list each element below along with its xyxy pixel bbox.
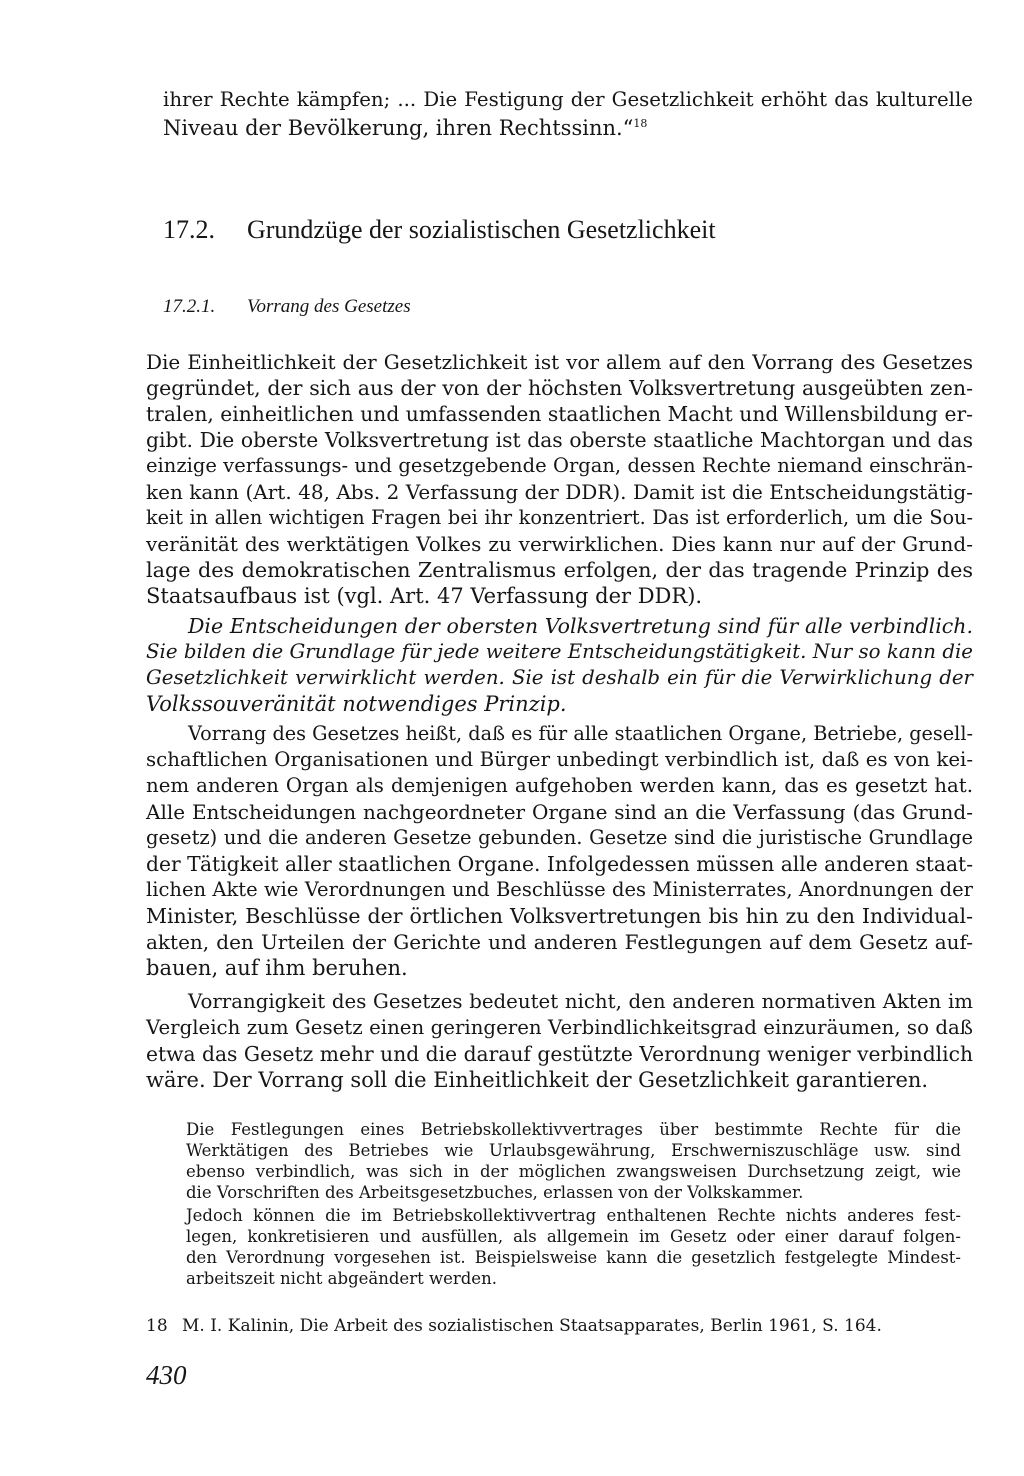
text-line: Vorrangigkeit des Gesetzes bedeutet nicht, den anderen normativen Akten im (188, 990, 973, 1013)
text-line: tralen, einheitlichen und umfassenden staatlichen Macht und Willensbildung er- (146, 402, 973, 426)
text-line: veränität des werktätigen Volkes zu verwirklichen. Dies kann nur auf der Grund- (146, 532, 973, 556)
footnote-reference: 18 (633, 117, 648, 130)
text-line: Gesetzlichkeit verwirklicht werden. Sie ist deshalb ein für die Verwirklichung der (146, 666, 973, 689)
text-line: akten, den Urteilen der Gerichte und anderen Festlegungen auf dem Gesetz auf- (146, 930, 973, 954)
smallprint-line: Jedoch können die im Betriebskollektivvertrag enthaltenen Rechte nichts anderes fest- (186, 1206, 961, 1225)
smallprint-line: die Vorschriften des Arbeitsgesetzbuches, erlassen von der Volkskammer. (186, 1183, 804, 1202)
smallprint-line: Die Festlegungen eines Betriebskollektivvertrages über bestimmte Rechte für die (186, 1120, 961, 1139)
text-line: gibt. Die oberste Volksvertretung ist das oberste staatliche Machtorgan und das (146, 428, 973, 452)
text-line: gegründet, der sich aus der von der höchsten Volksvertretung ausgeübten zen- (146, 376, 973, 400)
footnote-number: 18 (146, 1316, 168, 1336)
text-line: einzige verfassungs- und gesetzgebende Organ, dessen Rechte niemand einschrän- (146, 454, 973, 477)
smallprint-line: ebenso verbindlich, was sich in der möglichen zwangsweisen Durchsetzung zeigt, wie (186, 1162, 961, 1181)
text-line: der Tätigkeit aller staatlichen Organe. Infolgedessen müssen alle anderen staat- (146, 852, 974, 876)
page-number: 430 (146, 1360, 187, 1390)
section-number: 17.2. (163, 215, 215, 244)
text-line: gesetz) und die anderen Gesetze gebunden. Gesetze sind die juristische Grundlage (146, 826, 973, 849)
smallprint-line: legen, konkretisieren und ausfüllen, als allgemein im Gesetz oder einer darauf folgen- (186, 1227, 961, 1246)
text-line (163, 112, 647, 140)
subsection-heading (163, 296, 411, 318)
text-line: Die Einheitlichkeit der Gesetzlichkeit ist vor allem auf den Vorrang des Gesetzes (146, 350, 973, 374)
footnote (146, 1316, 882, 1336)
text-line: lage des demokratischen Zentralismus erfolgen, der das tragende Prinzip des (146, 558, 973, 582)
text-line: ihrer Rechte kämpfen; ... Die Festigung der Gesetzlichkeit erhöht das kulturelle (163, 88, 973, 111)
text-line: nem anderen Organ als demjenigen aufgehoben werden kann, das es gesetzt hat. (146, 774, 973, 797)
subsection-number: 17.2.1. (163, 296, 216, 317)
text-line: wäre. Der Vorrang soll die Einheitlichkeit der Gesetzlichkeit garantieren. (146, 1068, 929, 1092)
text-line: lichen Akte wie Verordnungen und Beschlüsse des Ministerrates, Anordnungen der (146, 878, 973, 901)
text-line: etwa das Gesetz mehr und die darauf gestützte Verordnung weniger verbindlich (146, 1042, 973, 1066)
section-heading (163, 215, 716, 245)
text-line: Volkssouveränität notwendiges Prinzip. (146, 692, 567, 716)
text-line: bauen, auf ihm beruhen. (146, 956, 408, 980)
text-line: Vorrang des Gesetzes heißt, daß es für alle staatlichen Organe, Betriebe, gesell- (188, 722, 973, 745)
text-line: Minister, Beschlüsse der örtlichen Volksvertretungen bis hin zu den Individual- (146, 904, 973, 928)
text-line: Sie bilden die Grundlage für jede weitere Entscheidungstätigkeit. Nur so kann die (146, 640, 973, 663)
smallprint-line: den Verordnung vorgesehen ist. Beispielsweise kann die gesetzlich festgelegte Mindest- (186, 1248, 961, 1267)
subsection-title: Vorrang des Gesetzes (247, 296, 411, 317)
text-line: Alle Entscheidungen nachgeordneter Organe sind an die Verfassung (das Grund- (146, 800, 973, 824)
smallprint-line: arbeitszeit nicht abgeändert werden. (186, 1269, 497, 1288)
text-line: Die Entscheidungen der obersten Volksvertretung sind für alle verbindlich. (188, 614, 973, 638)
text-line: Vergleich zum Gesetz einen geringeren Verbindlichkeitsgrad einzuräumen, so daß (146, 1016, 973, 1039)
section-title: Grundzüge der sozialistischen Gesetzlichkeit (247, 215, 716, 244)
smallprint-line: Werktätigen des Betriebes wie Urlaubsgewährung, Erschwerniszuschläge usw. sind (186, 1141, 961, 1160)
text-line: Staatsaufbaus ist (vgl. Art. 47 Verfassung der DDR). (146, 584, 703, 608)
text-line-content: Niveau der Bevölkerung, ihren Rechtssinn.“ (163, 116, 634, 140)
text-line: keit in allen wichtigen Fragen bei ihr konzentriert. Das ist erforderlich, um die Sou- (146, 506, 973, 529)
text-line: ken kann (Art. 48, Abs. 2 Verfassung der DDR). Damit ist die Entscheidungstätig- (146, 480, 973, 504)
text-line: schaftlichen Organisationen und Bürger unbedingt verbindlich ist, daß es von kei- (146, 748, 973, 771)
footnote-text: M. I. Kalinin, Die Arbeit des sozialistischen Staatsapparates, Berlin 1961, S. 164. (182, 1316, 882, 1336)
